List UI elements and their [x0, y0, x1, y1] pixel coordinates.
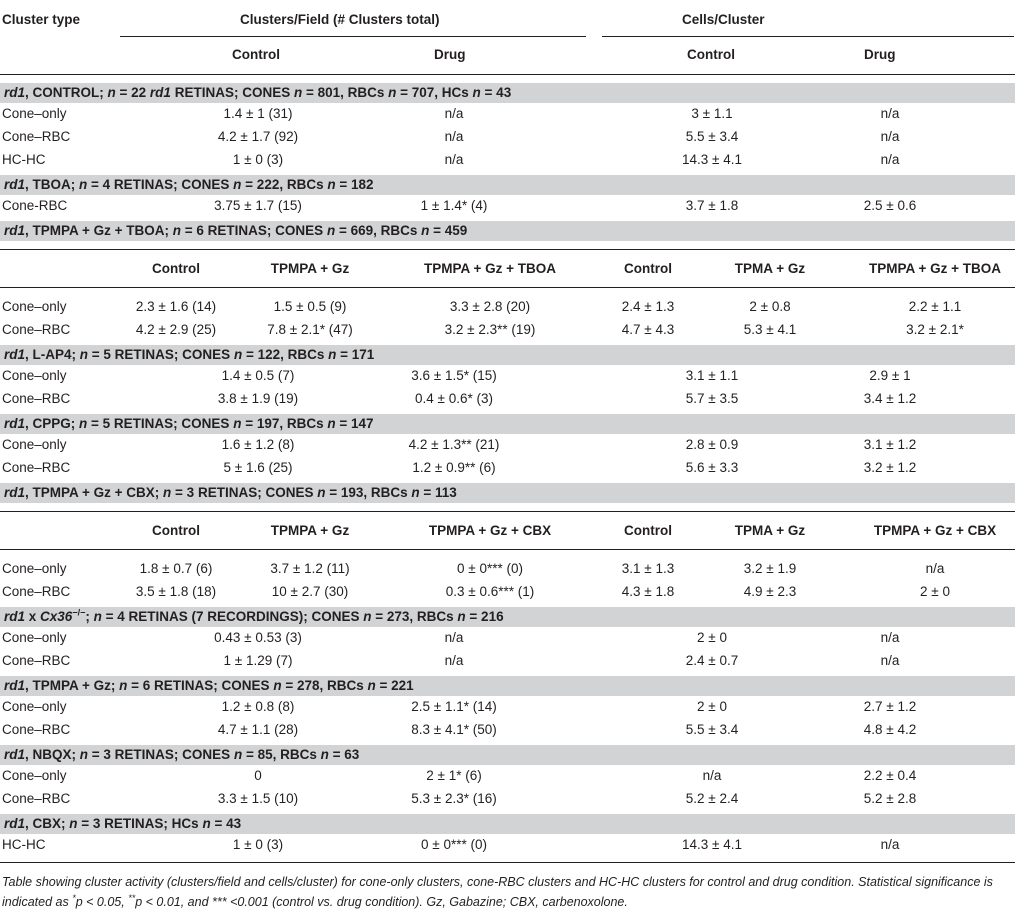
table-cell-cf-drug: 8.3 ± 4.1* (50)	[411, 722, 497, 737]
table-cell-cc-control: 2.4 ± 0.7	[685, 653, 739, 668]
header-rule-right	[602, 36, 1014, 37]
row-label: Cone–RBC	[2, 460, 71, 475]
table-cell: 2.4 ± 1.3	[621, 299, 675, 314]
table-cell: 3.2 ± 2.3** (19)	[444, 322, 536, 337]
table-cell-cf-drug: 3.6 ± 1.5* (15)	[411, 368, 497, 383]
table-cell-cf-control: 1 ± 0 (3)	[232, 152, 284, 167]
subheader-cell: TPMPA + Gz + CBX	[428, 523, 552, 538]
section-header-band	[0, 175, 1015, 195]
table-cell-cf-control: 1.4 ± 1 (31)	[223, 106, 293, 121]
table-cell-cf-control: 5 ± 1.6 (25)	[223, 460, 293, 475]
header-cf-drug: Drug	[434, 47, 466, 62]
table-cell-cf-control: 1.4 ± 0.5 (7)	[221, 368, 295, 383]
section-header-band	[0, 221, 1015, 241]
subheader-rule	[0, 511, 1015, 512]
table-cell: 2.2 ± 1.1	[908, 299, 962, 314]
table-cell-cc-drug: 2.7 ± 1.2	[863, 699, 917, 714]
section-header-band	[0, 814, 1015, 834]
section-title: rd1, L-AP4; n = 5 RETINAS; CONES n = 122, RBCs n = 171	[4, 347, 375, 362]
table-cell: 1.8 ± 0.7 (6)	[139, 561, 213, 576]
table-cell-cc-drug: n/a	[880, 129, 900, 144]
row-label: Cone–only	[2, 299, 67, 314]
section-title: rd1, TPMPA + Gz + CBX; n = 3 RETINAS; CONES n = 193, RBCs n = 113	[4, 485, 457, 500]
table-cell-cf-control: 3.3 ± 1.5 (10)	[217, 791, 299, 806]
table-cell-cf-drug: n/a	[444, 653, 464, 668]
row-label: Cone–RBC	[2, 791, 71, 806]
table-cell-cc-control: 5.5 ± 3.4	[685, 129, 739, 144]
section-header-band	[0, 345, 1015, 365]
section-header-band	[0, 745, 1015, 765]
header-rule-left	[120, 36, 586, 37]
table-cell-cc-drug: 5.2 ± 2.8	[863, 791, 917, 806]
table-cell: 0 ± 0*** (0)	[457, 561, 523, 576]
row-label: Cone–only	[2, 768, 67, 783]
table-cell-cc-control: n/a	[702, 768, 722, 783]
section-title: rd1, CONTROL; n = 22 rd1 RETINAS; CONES n = 801, RBCs n = 707, HCs n = 43	[4, 85, 512, 100]
table-cell-cf-drug: 5.3 ± 2.3* (16)	[411, 791, 497, 806]
row-label: Cone–RBC	[2, 129, 71, 144]
table-cell-cf-drug: n/a	[444, 152, 464, 167]
table-cell-cf-control: 0	[254, 768, 262, 783]
row-label: Cone-RBC	[2, 198, 68, 213]
table-cell-cc-control: 3.7 ± 1.8	[685, 198, 739, 213]
subheader-cell: TPMA + Gz	[734, 523, 806, 538]
table-cell-cc-drug: 3.4 ± 1.2	[863, 391, 917, 406]
table-cell-cc-control: 3.1 ± 1.1	[685, 368, 739, 383]
table-cell-cc-control: 14.3 ± 4.1	[682, 152, 742, 167]
section-title: rd1 x Cx36−/−; n = 4 RETINAS (7 RECORDINGS); CONES n = 273, RBCs n = 216	[4, 607, 504, 624]
table-cell-cc-drug: n/a	[880, 630, 900, 645]
row-label: HC-HC	[2, 152, 46, 167]
table-cell-cf-drug: n/a	[444, 129, 464, 144]
table-cell-cf-drug: 0.4 ± 0.6* (3)	[415, 391, 493, 406]
table-cell: 4.7 ± 4.3	[621, 322, 675, 337]
table-cell: 3.5 ± 1.8 (18)	[135, 584, 217, 599]
row-label: HC-HC	[2, 837, 46, 852]
table-cell-cf-drug: n/a	[444, 106, 464, 121]
subheader-cell: TPMPA + Gz	[270, 523, 350, 538]
table-cell: 3.2 ± 1.9	[743, 561, 797, 576]
table-cell-cc-drug: 2.5 ± 0.6	[863, 198, 917, 213]
table-cell: 7.8 ± 2.1* (47)	[267, 322, 353, 337]
table-cell: 3.1 ± 1.3	[621, 561, 675, 576]
table-cell-cc-drug: 3.2 ± 1.2	[863, 460, 917, 475]
subheader-cell: TPMPA + Gz	[270, 261, 350, 276]
table-cell-cc-drug: 2.2 ± 0.4	[863, 768, 917, 783]
table-cell-cf-control: 1 ± 1.29 (7)	[223, 653, 293, 668]
table-cell-cc-control: 5.7 ± 3.5	[685, 391, 739, 406]
table-cell-cc-drug: n/a	[880, 653, 900, 668]
row-label: Cone–only	[2, 106, 67, 121]
header-cc-drug: Drug	[864, 47, 896, 62]
section-header-band	[0, 607, 1015, 627]
table-cell: 4.2 ± 2.9 (25)	[135, 322, 217, 337]
section-header-band	[0, 676, 1015, 696]
table-cell: 0.3 ± 0.6*** (1)	[445, 584, 535, 599]
table-cell-cf-control: 1.2 ± 0.8 (8)	[221, 699, 295, 714]
row-label: Cone–only	[2, 699, 67, 714]
table-cell: 2 ± 0	[920, 584, 950, 599]
table-cell: 3.7 ± 1.2 (11)	[270, 561, 350, 576]
table-footnote: Table showing cluster activity (clusters/field and cells/cluster) for cone-only clusters, cone-RBC clusters and HC-HC clusters for control and drug condition. Statistical significance is indicated as *p < 0.05, **p < 0.01, and *** <0.001 (control vs. drug condition). Gz, Gabazine; CBX, carbenoxolone.	[2, 875, 993, 909]
row-label: Cone–RBC	[2, 584, 71, 599]
table-cell: 2.3 ± 1.6 (14)	[135, 299, 217, 314]
section-title: rd1, NBQX; n = 3 RETINAS; CONES n = 85, RBCs n = 63	[4, 747, 360, 762]
table-cell-cc-drug: n/a	[880, 106, 900, 121]
table-cell: 3.3 ± 2.8 (20)	[449, 299, 531, 314]
section-title: rd1, CBX; n = 3 RETINAS; HCs n = 43	[4, 816, 242, 831]
table-cell: 5.3 ± 4.1	[743, 322, 797, 337]
table-bottom-rule	[0, 862, 1015, 863]
header-cluster-type: Cluster type	[2, 12, 81, 27]
table-cell-cc-control: 5.5 ± 3.4	[685, 722, 739, 737]
subheader-rule-bottom	[0, 549, 1015, 550]
table-cell-cc-drug: 3.1 ± 1.2	[863, 437, 917, 452]
table-cell-cf-drug: 4.2 ± 1.3** (21)	[408, 437, 500, 452]
table-cell-cf-drug: 0 ± 0*** (0)	[421, 837, 487, 852]
section-title: rd1, CPPG; n = 5 RETINAS; CONES n = 197, RBCs n = 147	[4, 416, 374, 431]
table-cell-cf-control: 1.6 ± 1.2 (8)	[221, 437, 295, 452]
header-bottom-rule	[0, 74, 1015, 75]
subheader-rule	[0, 249, 1015, 250]
table-cell-cc-control: 5.2 ± 2.4	[685, 791, 739, 806]
subheader-cell: TPMPA + Gz + CBX	[873, 523, 997, 538]
header-cc-control: Control	[687, 47, 735, 62]
table-cell-cc-control: 2 ± 0	[697, 699, 727, 714]
header-cells-cluster: Cells/Cluster	[682, 12, 765, 27]
table-cell-cc-drug: 2.9 ± 1	[869, 368, 911, 383]
table-cell-cc-control: 3 ± 1.1	[691, 106, 733, 121]
table-cell: 4.9 ± 2.3	[743, 584, 797, 599]
header-clusters-field: Clusters/Field (# Clusters total)	[240, 12, 440, 27]
subheader-rule-bottom	[0, 287, 1015, 288]
table-cell-cc-control: 2.8 ± 0.9	[685, 437, 739, 452]
section-header-band	[0, 83, 1015, 103]
table-cell-cf-control: 4.7 ± 1.1 (28)	[217, 722, 299, 737]
table-cell: 10 ± 2.7 (30)	[271, 584, 349, 599]
section-title: rd1, TPMPA + Gz + TBOA; n = 6 RETINAS; CONES n = 669, RBCs n = 459	[4, 223, 468, 238]
section-header-band	[0, 483, 1015, 503]
header-cf-control: Control	[232, 47, 280, 62]
subheader-cell: TPMA + Gz	[734, 261, 806, 276]
table-cell: 1.5 ± 0.5 (9)	[273, 299, 347, 314]
section-title: rd1, TPMPA + Gz; n = 6 RETINAS; CONES n = 278, RBCs n = 221	[4, 678, 414, 693]
table-cell-cf-control: 4.2 ± 1.7 (92)	[217, 129, 299, 144]
section-title: rd1, TBOA; n = 4 RETINAS; CONES n = 222, RBCs n = 182	[4, 177, 374, 192]
table-cell-cc-drug: n/a	[880, 837, 900, 852]
table-cell: 2 ± 0.8	[749, 299, 791, 314]
table-cell-cc-control: 14.3 ± 4.1	[682, 837, 742, 852]
table-cell-cf-control: 0.43 ± 0.53 (3)	[214, 630, 302, 645]
table-cell-cc-drug: n/a	[880, 152, 900, 167]
row-label: Cone–only	[2, 561, 67, 576]
table-cell-cf-control: 3.8 ± 1.9 (19)	[217, 391, 299, 406]
table-cell-cc-drug: 4.8 ± 4.2	[863, 722, 917, 737]
table-cell: n/a	[925, 561, 945, 576]
row-label: Cone–only	[2, 437, 67, 452]
subheader-cell: Control	[152, 523, 200, 538]
row-label: Cone–RBC	[2, 722, 71, 737]
table-cell-cf-drug: 1.2 ± 0.9** (6)	[412, 460, 496, 475]
table-cell-cf-control: 3.75 ± 1.7 (15)	[214, 198, 302, 213]
subheader-cell: Control	[624, 523, 672, 538]
subheader-cell: TPMPA + Gz + TBOA	[423, 261, 557, 276]
subheader-cell: Control	[624, 261, 672, 276]
row-label: Cone–RBC	[2, 391, 71, 406]
table-cell-cf-drug: 2 ± 1* (6)	[426, 768, 482, 783]
section-header-band	[0, 414, 1015, 434]
row-label: Cone–RBC	[2, 653, 71, 668]
table-cell-cc-control: 2 ± 0	[697, 630, 727, 645]
table-cell-cf-control: 1 ± 0 (3)	[232, 837, 284, 852]
subheader-cell: TPMPA + Gz + TBOA	[868, 261, 1002, 276]
row-label: Cone–only	[2, 368, 67, 383]
table-cell-cf-drug: 1 ± 1.4* (4)	[420, 198, 488, 213]
table-cell: 3.2 ± 2.1*	[906, 322, 964, 337]
table-cell-cf-drug: n/a	[444, 630, 464, 645]
table-cell-cf-drug: 2.5 ± 1.1* (14)	[411, 699, 497, 714]
subheader-cell: Control	[152, 261, 200, 276]
row-label: Cone–only	[2, 630, 67, 645]
row-label: Cone–RBC	[2, 322, 71, 337]
table-cell: 4.3 ± 1.8	[621, 584, 675, 599]
table-cell-cc-control: 5.6 ± 3.3	[685, 460, 739, 475]
